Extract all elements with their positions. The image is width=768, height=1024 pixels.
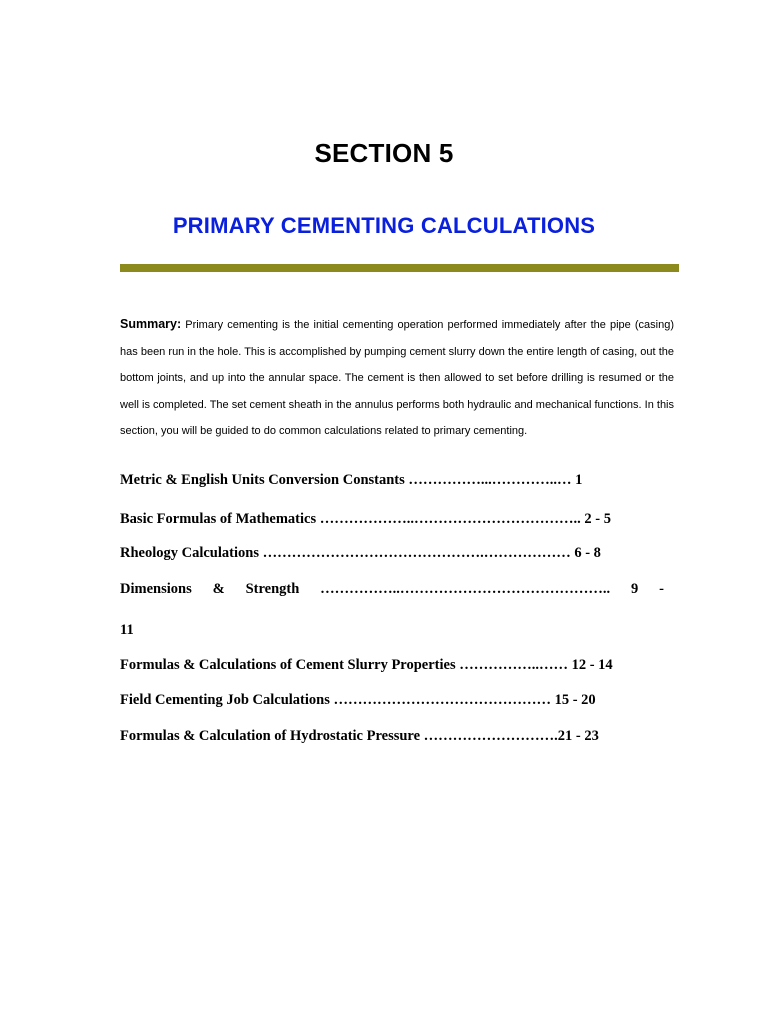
toc-word: ……………..…………………………………….. bbox=[320, 581, 611, 597]
summary-label: Summary: bbox=[120, 317, 182, 331]
toc-entry-rheology: Rheology Calculations ……………………………………….……………… 6 - 8 bbox=[120, 545, 601, 561]
toc-entry-hydrostatic-pressure: Formulas & Calculation of Hydrostatic Pressure ……………………….21 - 23 bbox=[120, 728, 599, 744]
toc-entry-dimensions-strength bbox=[120, 581, 664, 598]
summary-paragraph bbox=[120, 311, 674, 445]
toc-word: Dimensions bbox=[120, 581, 192, 597]
section-title: SECTION 5 bbox=[314, 138, 454, 168]
title-divider bbox=[120, 264, 679, 272]
toc-word: 9 bbox=[631, 581, 639, 597]
toc-word: & bbox=[212, 581, 225, 597]
toc-entry-dimensions-strength-page-wrap: 11 bbox=[120, 622, 134, 638]
toc-entry-field-job: Field Cementing Job Calculations ……………………………………… 15 - 20 bbox=[120, 692, 596, 708]
toc-entry-conversion-constants: Metric & English Units Conversion Constants ……………...…………..… 1 bbox=[120, 472, 583, 488]
toc-word: Strength bbox=[245, 581, 300, 597]
chapter-title: PRIMARY CEMENTING CALCULATIONS bbox=[172, 213, 596, 238]
toc-word: - bbox=[659, 581, 664, 597]
toc-entry-basic-formulas: Basic Formulas of Mathematics ………………..…………………………….. 2 - 5 bbox=[120, 511, 611, 527]
summary-text: Primary cementing is the initial cementing operation performed immediately after the pipe (casing) has been run in the hole. This is accomplished by pumping cement slurry down the entire length of casing, out the bottom joints, and up into the annular space. The cement is then allowed to set before drilling is resumed or the well is completed. The set cement sheath in the annulus performs both hydraulic and mechanical functions. In this section, you will be guided to do common calculations related to primary cementing. bbox=[120, 319, 674, 438]
toc-entry-slurry-properties: Formulas & Calculations of Cement Slurry Properties ……………..…… 12 - 14 bbox=[120, 657, 613, 673]
